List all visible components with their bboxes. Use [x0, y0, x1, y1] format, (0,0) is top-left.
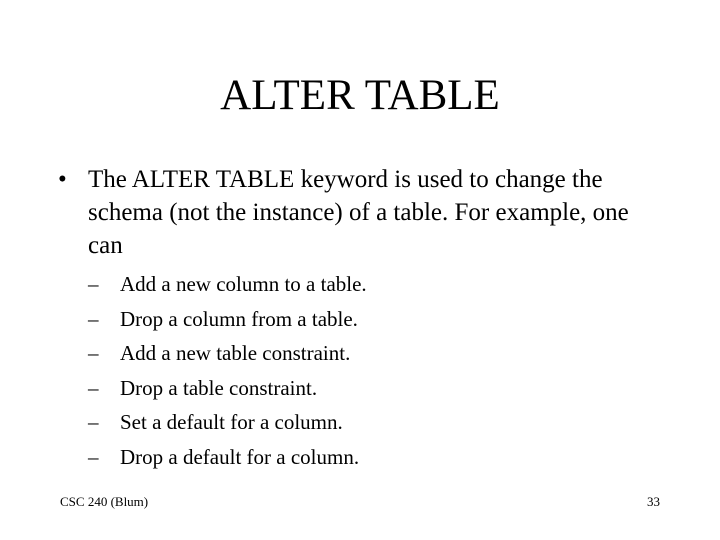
footer-course: CSC 240 (Blum)	[60, 494, 149, 509]
dash-glyph: –	[88, 341, 99, 365]
sub-bullet-text: Drop a table constraint.	[120, 375, 318, 400]
sub-bullet-text: Drop a column from a table.	[120, 306, 358, 331]
sub-bullet-item	[88, 267, 648, 302]
sub-bullet-text: Set a default for a column.	[120, 410, 343, 434]
sub-bullet-item	[88, 371, 648, 406]
dash-glyph: –	[88, 375, 99, 400]
main-bullet-text: The ALTER TABLE keyword is used to change the schema (not the instance) of a table. For example, one can	[88, 166, 629, 259]
dash-glyph: –	[88, 444, 99, 469]
dash-glyph: –	[88, 306, 99, 331]
slide-title: ALTER TABLE	[220, 72, 500, 119]
sub-bullet-list	[88, 267, 648, 474]
sub-bullet-item	[88, 440, 648, 475]
main-bullet	[58, 163, 658, 262]
sub-bullet-text: Add a new table constraint.	[120, 341, 351, 365]
sub-bullet-text: Drop a default for a column.	[120, 444, 360, 469]
sub-bullet-item	[88, 405, 648, 440]
sub-bullet-item	[88, 302, 648, 337]
bullet-glyph: •	[58, 166, 67, 193]
dash-glyph: –	[88, 272, 99, 296]
page-number: 33	[647, 494, 660, 509]
sub-bullet-item	[88, 336, 648, 371]
sub-bullet-text: Add a new column to a table.	[120, 272, 367, 296]
dash-glyph: –	[88, 410, 99, 434]
